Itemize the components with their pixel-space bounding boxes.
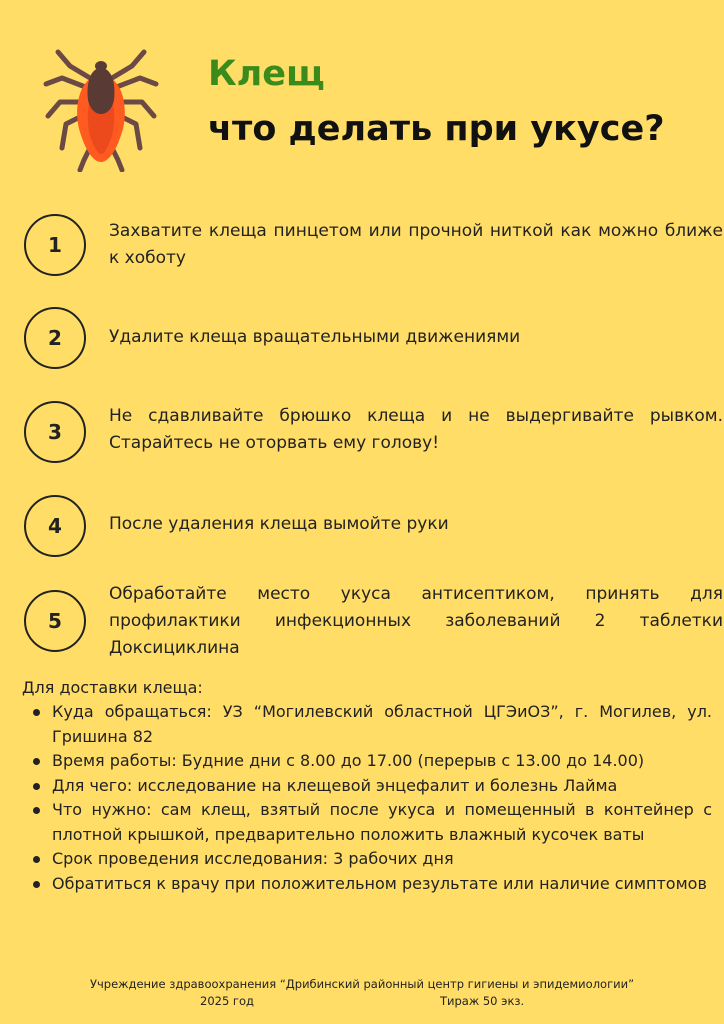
footer-print-run: Тираж 50 экз.: [440, 994, 525, 1008]
list-item-text: Обратиться к врачу при положительном результате или наличие симптомов: [52, 873, 707, 893]
bullet-icon: [33, 709, 40, 716]
delivery-title: Для доставки клеща:: [22, 678, 203, 697]
footer-organization: Учреждение здравоохранения “Дрибинский районный центр гигиены и эпидемиологии”: [89, 977, 635, 991]
bullet-icon: [33, 758, 40, 765]
tick-icon: [40, 44, 162, 172]
list-item-text: Время работы: Будние дни с 8.00 до 17.00 (перерыв с 13.00 до 14.00): [52, 751, 645, 770]
step-number-1: 1: [24, 214, 86, 276]
list-item: [0, 700, 712, 749]
step-number-4: 4: [24, 495, 86, 557]
list-item-text: Срок проведения исследования: 3 рабочих дня: [52, 849, 454, 868]
step-text-1: Захватите клеща пинцетом или прочной ниткой как можно ближе к хоботу: [109, 221, 723, 268]
list-item: [0, 847, 712, 872]
title-line-2: что делать при укусе?: [208, 109, 665, 149]
list-item: [0, 774, 712, 799]
step-text-4: После удаления клеща вымойте руки: [109, 514, 449, 534]
step-text-5: Обработайте место укуса антисептиком, принять для профилактики инфекционных заболеваний 2 таблетки Доксициклина: [109, 584, 723, 658]
list-item: [0, 749, 712, 774]
list-item-text: Что нужно: сам клещ, взятый после укуса и помещенный в контейнер с плотной крышкой, предварительно положить влажный кусочек ваты: [52, 800, 712, 844]
list-item: [0, 872, 712, 897]
bullet-icon: [33, 783, 40, 790]
step-number-5: 5: [24, 590, 86, 652]
list-item-text: Куда обращаться: УЗ “Могилевский областной ЦГЭиОЗ”, г. Могилев, ул. Гришина 82: [52, 702, 712, 746]
step-number-2: 2: [24, 307, 86, 369]
list-item-text: Для чего: исследование на клещевой энцефалит и болезнь Лайма: [52, 775, 618, 795]
delivery-list: [0, 700, 712, 896]
list-item: [0, 798, 712, 847]
step-text-2: Удалите клеща вращательными движениями: [109, 327, 521, 347]
bullet-icon: [33, 807, 40, 814]
title-line-1: Клещ: [208, 54, 325, 94]
bullet-icon: [33, 856, 40, 863]
footer-year: 2025 год: [200, 994, 254, 1008]
bullet-icon: [33, 881, 40, 888]
step-text-3: Не сдавливайте брюшко клеща и не выдергивайте рывком. Старайтесь не оторвать ему голову!: [109, 406, 723, 453]
step-number-3: 3: [24, 401, 86, 463]
